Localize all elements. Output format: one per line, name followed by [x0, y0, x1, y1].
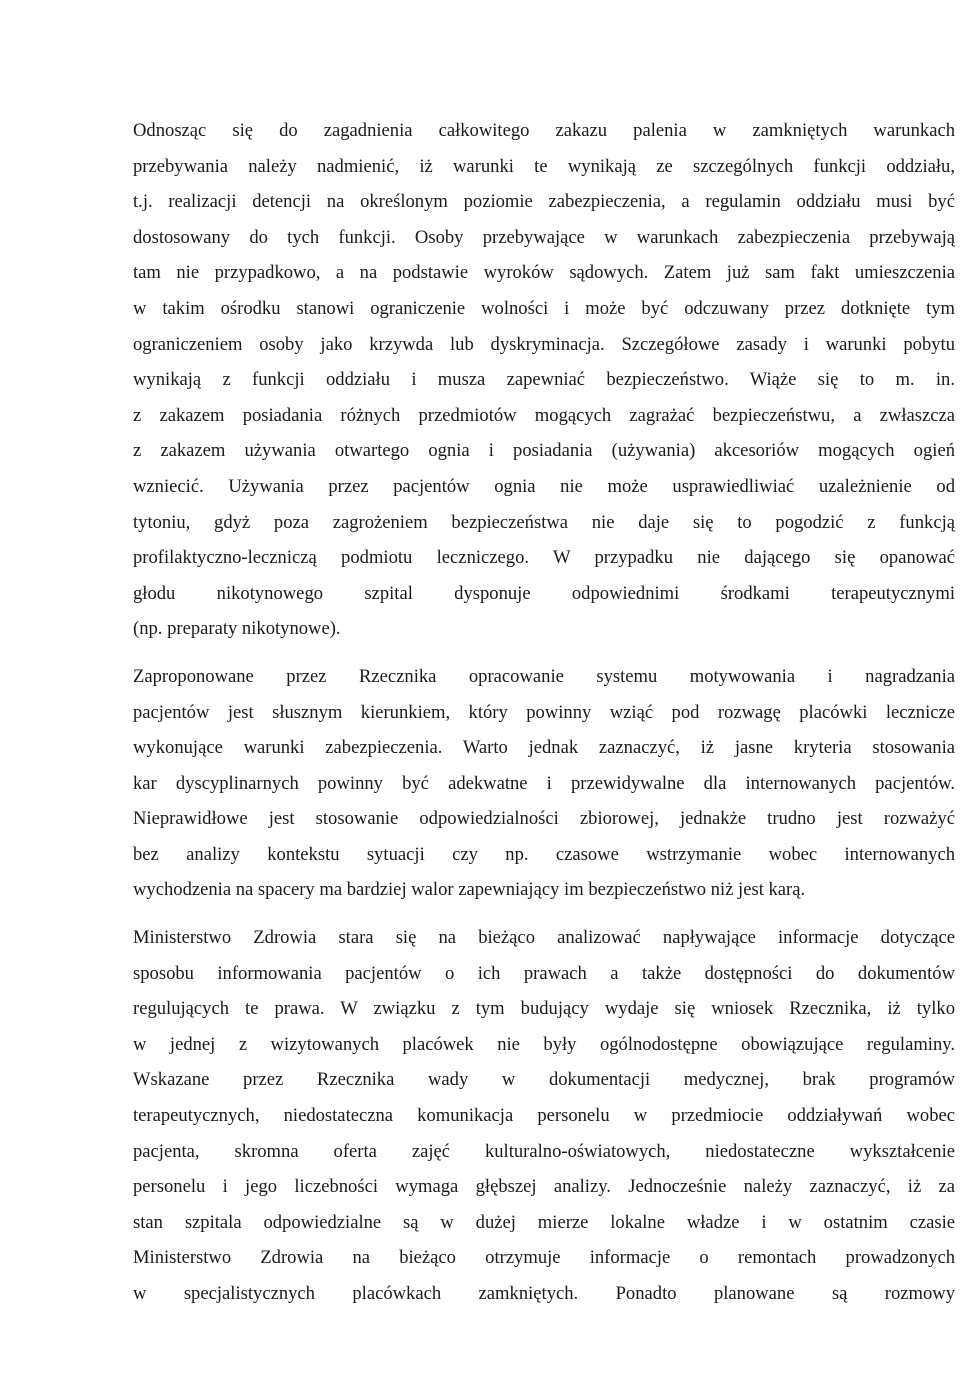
- text-line: z zakazem posiadania różnych przedmiotów mogących zagrażać bezpieczeństwu, a zwłaszcza: [133, 404, 955, 426]
- text-line: przebywania należy nadmienić, iż warunki te wynikają ze szczególnych funkcji oddziału,: [133, 155, 955, 177]
- text-line: terapeutycznych, niedostateczna komunikacja personelu w przedmiocie oddziaływań wobec: [133, 1105, 955, 1127]
- text-line: personelu i jego liczebności wymaga głębszej analizy. Jednocześnie należy zaznaczyć, iż za: [133, 1176, 955, 1198]
- paragraph-gap: [133, 908, 955, 920]
- text-line: sposobu informowania pacjentów o ich prawach a także dostępności do dokumentów: [133, 962, 955, 984]
- text-line: wzniecić. Używania przez pacjentów ognia nie może usprawiedliwiać uzależnienie od: [133, 475, 955, 497]
- text-line: Odnosząc się do zagadnienia całkowitego zakazu palenia w zamkniętych warunkach: [133, 120, 955, 141]
- text-line: pacjenta, skromna oferta zajęć kulturalno-oświatowych, niedostateczne wykształcenie: [133, 1140, 955, 1162]
- text-line: w jednej z wizytowanych placówek nie były ogólnodostępne obowiązujące regulaminy.: [133, 1033, 955, 1055]
- text-line: tytoniu, gdyż poza zagrożeniem bezpieczeństwa nie daje się to pogodzić z funkcją: [133, 511, 955, 533]
- text-line: bez analizy kontekstu sytuacji czy np. czasowe wstrzymanie wobec internowanych: [133, 843, 955, 865]
- text-line: Nieprawidłowe jest stosowanie odpowiedzialności zbiorowej, jednakże trudno jest rozważyć: [133, 808, 955, 830]
- text-line: tam nie przypadkowo, a na podstawie wyroków sądowych. Zatem już sam fakt umieszczenia: [133, 262, 955, 284]
- text-line: kar dyscyplinarnych powinny być adekwatne i przewidywalne dla internowanych pacjentów.: [133, 772, 955, 794]
- text-line: ograniczeniem osoby jako krzywda lub dyskryminacja. Szczegółowe zasady i warunki pobytu: [133, 333, 955, 355]
- text-line: wynikają z funkcji oddziału i musza zapewniać bezpieczeństwo. Wiąże się to m. in.: [133, 369, 955, 391]
- paragraph-smoking-ban: [133, 113, 955, 647]
- text-line: wykonujące warunki zabezpieczenia. Warto jednak zaznaczyć, iż jasne kryteria stosowania: [133, 737, 955, 759]
- text-line: Ministerstwo Zdrowia na bieżąco otrzymuje informacje o remontach prowadzonych: [133, 1247, 955, 1269]
- paragraph-ministry-of-health: [133, 920, 955, 1312]
- text-line: Wskazane przez Rzecznika wady w dokumentacji medycznej, brak programów: [133, 1069, 955, 1091]
- text-line: Ministerstwo Zdrowia stara się na bieżąco analizować napływające informacje dotyczące: [133, 927, 955, 949]
- text-line: pacjentów jest słusznym kierunkiem, który powinny wziąć pod rozwagę placówki lecznicze: [133, 701, 955, 723]
- text-line: dostosowany do tych funkcji. Osoby przebywające w warunkach zabezpieczenia przebywają: [133, 226, 955, 248]
- text-line: wychodzenia na spacery ma bardziej walor zapewniający im bezpieczeństwo niż jest karą.: [133, 879, 806, 901]
- text-line: t.j. realizacji detencji na określonym poziomie zabezpieczenia, a regulamin oddziału musi być: [133, 191, 955, 213]
- text-line: profilaktyczno-leczniczą podmiotu leczniczego. W przypadku nie dającego się opanować: [133, 547, 955, 569]
- paragraph-gap: [133, 647, 955, 659]
- text-line: (np. preparaty nikotynowe).: [133, 618, 341, 640]
- document-body: [133, 113, 955, 1312]
- text-line: w takim ośrodku stanowi ograniczenie wolności i może być odczuwany przez dotknięte tym: [133, 297, 955, 319]
- text-line: regulujących te prawa. W związku z tym budujący wydaje się wniosek Rzecznika, iż tylko: [133, 998, 955, 1020]
- text-line: Zaproponowane przez Rzecznika opracowanie systemu motywowania i nagradzania: [133, 665, 955, 687]
- text-line: stan szpitala odpowiedzialne są w dużej mierze lokalne władze i w ostatnim czasie: [133, 1211, 955, 1233]
- paragraph-motivation-system: [133, 659, 955, 908]
- text-line: głodu nikotynowego szpital dysponuje odpowiednimi środkami terapeutycznymi: [133, 582, 955, 604]
- text-line: z zakazem używania otwartego ognia i posiadania (używania) akcesoriów mogących ogień: [133, 440, 955, 462]
- text-line: w specjalistycznych placówkach zamkniętych. Ponadto planowane są rozmowy: [133, 1283, 955, 1304]
